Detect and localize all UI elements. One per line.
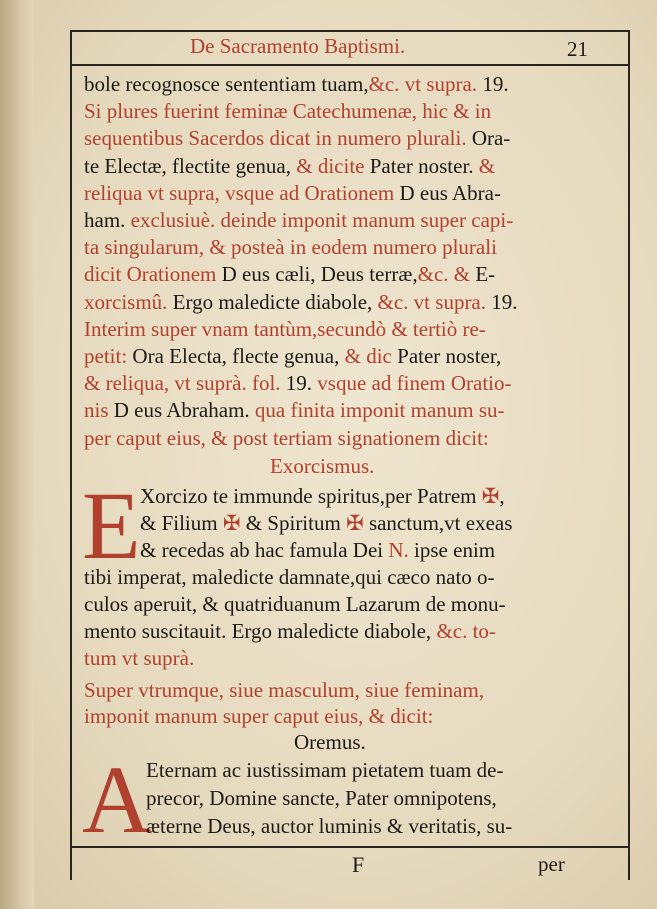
text-span: &c. vt supra. — [368, 72, 478, 96]
text-line — [84, 235, 497, 259]
text-line — [84, 565, 495, 589]
text-span: & dic — [339, 344, 398, 368]
text-span: imponit manum super caput eius, & dicit: — [84, 704, 434, 728]
catchword: per — [538, 852, 565, 876]
text-span: Xorcizo te immunde spiritus,per Patrem — [140, 484, 482, 508]
text-span: Ora Electa, flecte genua, — [132, 344, 340, 368]
text-line — [140, 484, 505, 508]
page-number: 21 — [567, 37, 588, 61]
text-line — [84, 592, 506, 616]
text-span: &c. to- — [431, 619, 496, 643]
text-span: & reliqua, vt suprà. fol. — [84, 371, 281, 396]
text-line — [84, 181, 501, 205]
text-span: Pater noster. — [369, 153, 474, 178]
text-line — [84, 344, 501, 368]
text-span: ta singularum, & posteà in eodem numero plurali — [84, 235, 497, 260]
text-span: Si plures fuerint feminæ Catechumenæ, hic & in — [84, 99, 492, 124]
text-line — [84, 678, 484, 702]
text-span: sanctum,vt exeas — [363, 511, 513, 535]
text-span: ipse enim — [408, 538, 496, 562]
text-span: exclusiuè. deinde imponit manum super capi- — [125, 208, 514, 232]
text-span: N. — [388, 538, 409, 562]
text-span: D eus Abra- — [399, 180, 501, 205]
text-span: & dicite — [291, 153, 370, 178]
text-span: æterne Deus, auctor luminis & veritatis, su- — [146, 814, 513, 838]
bottom-rule — [70, 846, 630, 848]
text-line — [140, 538, 495, 562]
text-span: Ora- — [466, 126, 511, 151]
text-span: ham. — [84, 208, 126, 232]
text-span: te Electæ, flectite genua, — [84, 153, 291, 178]
text-span: reliqua vt supra, vsque ad Orationem — [84, 180, 400, 205]
text-line — [84, 619, 496, 643]
text-line — [84, 646, 194, 670]
text-line — [146, 786, 497, 810]
text-span: & Filium — [140, 511, 223, 535]
text-line — [84, 426, 489, 450]
text-line — [84, 371, 512, 395]
text-span: precor, Domine sancte, Pater omnipotens, — [146, 786, 497, 810]
cross-icon: ✠ — [346, 511, 364, 535]
text-span: & — [473, 153, 496, 178]
text-span: &c. vt supra. — [372, 289, 487, 314]
text-line — [146, 758, 503, 782]
heading-exorcismus: Exorcismus. — [270, 454, 375, 478]
text-line — [140, 511, 512, 535]
text-span: & recedas ab hac famula Dei — [140, 538, 389, 562]
text-span: , — [499, 484, 505, 508]
text-span: 19. — [486, 289, 518, 314]
text-span: per caput eius, & post tertiam signationem dicit: — [84, 425, 489, 450]
text-span: Super vtrumque, siue masculum, siue feminam, — [84, 678, 485, 702]
text-span: E- — [475, 262, 496, 287]
text-span: bole recognosce sententiam tuam, — [84, 72, 369, 96]
text-span: qua finita imponit manum su- — [249, 398, 505, 423]
text-span: &c. & — [417, 262, 476, 287]
text-span: tibi imperat, maledicte damnate,qui cæco nato o- — [84, 565, 495, 589]
text-line — [84, 398, 505, 422]
cross-icon: ✠ — [222, 511, 241, 535]
text-span: petit: — [84, 344, 133, 368]
text-line — [84, 99, 491, 123]
dropcap-a: A — [82, 746, 152, 853]
heading-oremus: Oremus. — [294, 730, 366, 754]
text-span: 19. — [477, 72, 509, 96]
header-rule — [70, 64, 630, 66]
text-span: Interim super vnam tantùm,secundò & tertiò re- — [84, 316, 486, 341]
text-line — [84, 208, 513, 232]
text-span: Eternam ac iustissimam pietatem tuam de- — [146, 758, 504, 782]
dropcap-e: E — [82, 472, 141, 579]
text-line — [84, 262, 495, 286]
text-span: dicit Orationem — [84, 262, 222, 287]
running-head: De Sacramento Baptismi. — [190, 34, 406, 58]
page-gutter — [0, 0, 34, 909]
text-line — [84, 154, 495, 178]
text-span: Pater noster, — [397, 344, 502, 368]
text-span: vsque ad finem Oratio- — [312, 371, 512, 396]
text-span: D eus Abraham. — [113, 398, 250, 423]
text-span: sequentibus Sacerdos dicat in numero plurali. — [84, 126, 467, 151]
text-span: & Spiritum — [240, 511, 347, 535]
text-span: culos aperuit, & quatriduanum Lazarum de monu- — [84, 592, 506, 616]
cross-icon: ✠ — [481, 484, 500, 508]
text-span: nis — [84, 398, 114, 423]
text-span: tum vt suprà. — [84, 646, 195, 670]
text-line — [84, 317, 486, 341]
text-line — [84, 72, 509, 96]
text-line — [84, 290, 518, 314]
text-span: xorcismû. — [84, 289, 168, 314]
text-line — [84, 704, 433, 728]
text-line — [146, 814, 512, 838]
text-span: 19. — [280, 371, 313, 396]
signature-mark: F — [352, 852, 365, 877]
top-rule — [70, 30, 630, 32]
text-span: mento suscitauit. Ergo maledicte diabole, — [84, 619, 432, 643]
text-span: D eus cæli, Deus terræ, — [221, 262, 418, 287]
text-line — [84, 126, 510, 150]
text-span: Ergo maledicte diabole, — [167, 289, 373, 314]
